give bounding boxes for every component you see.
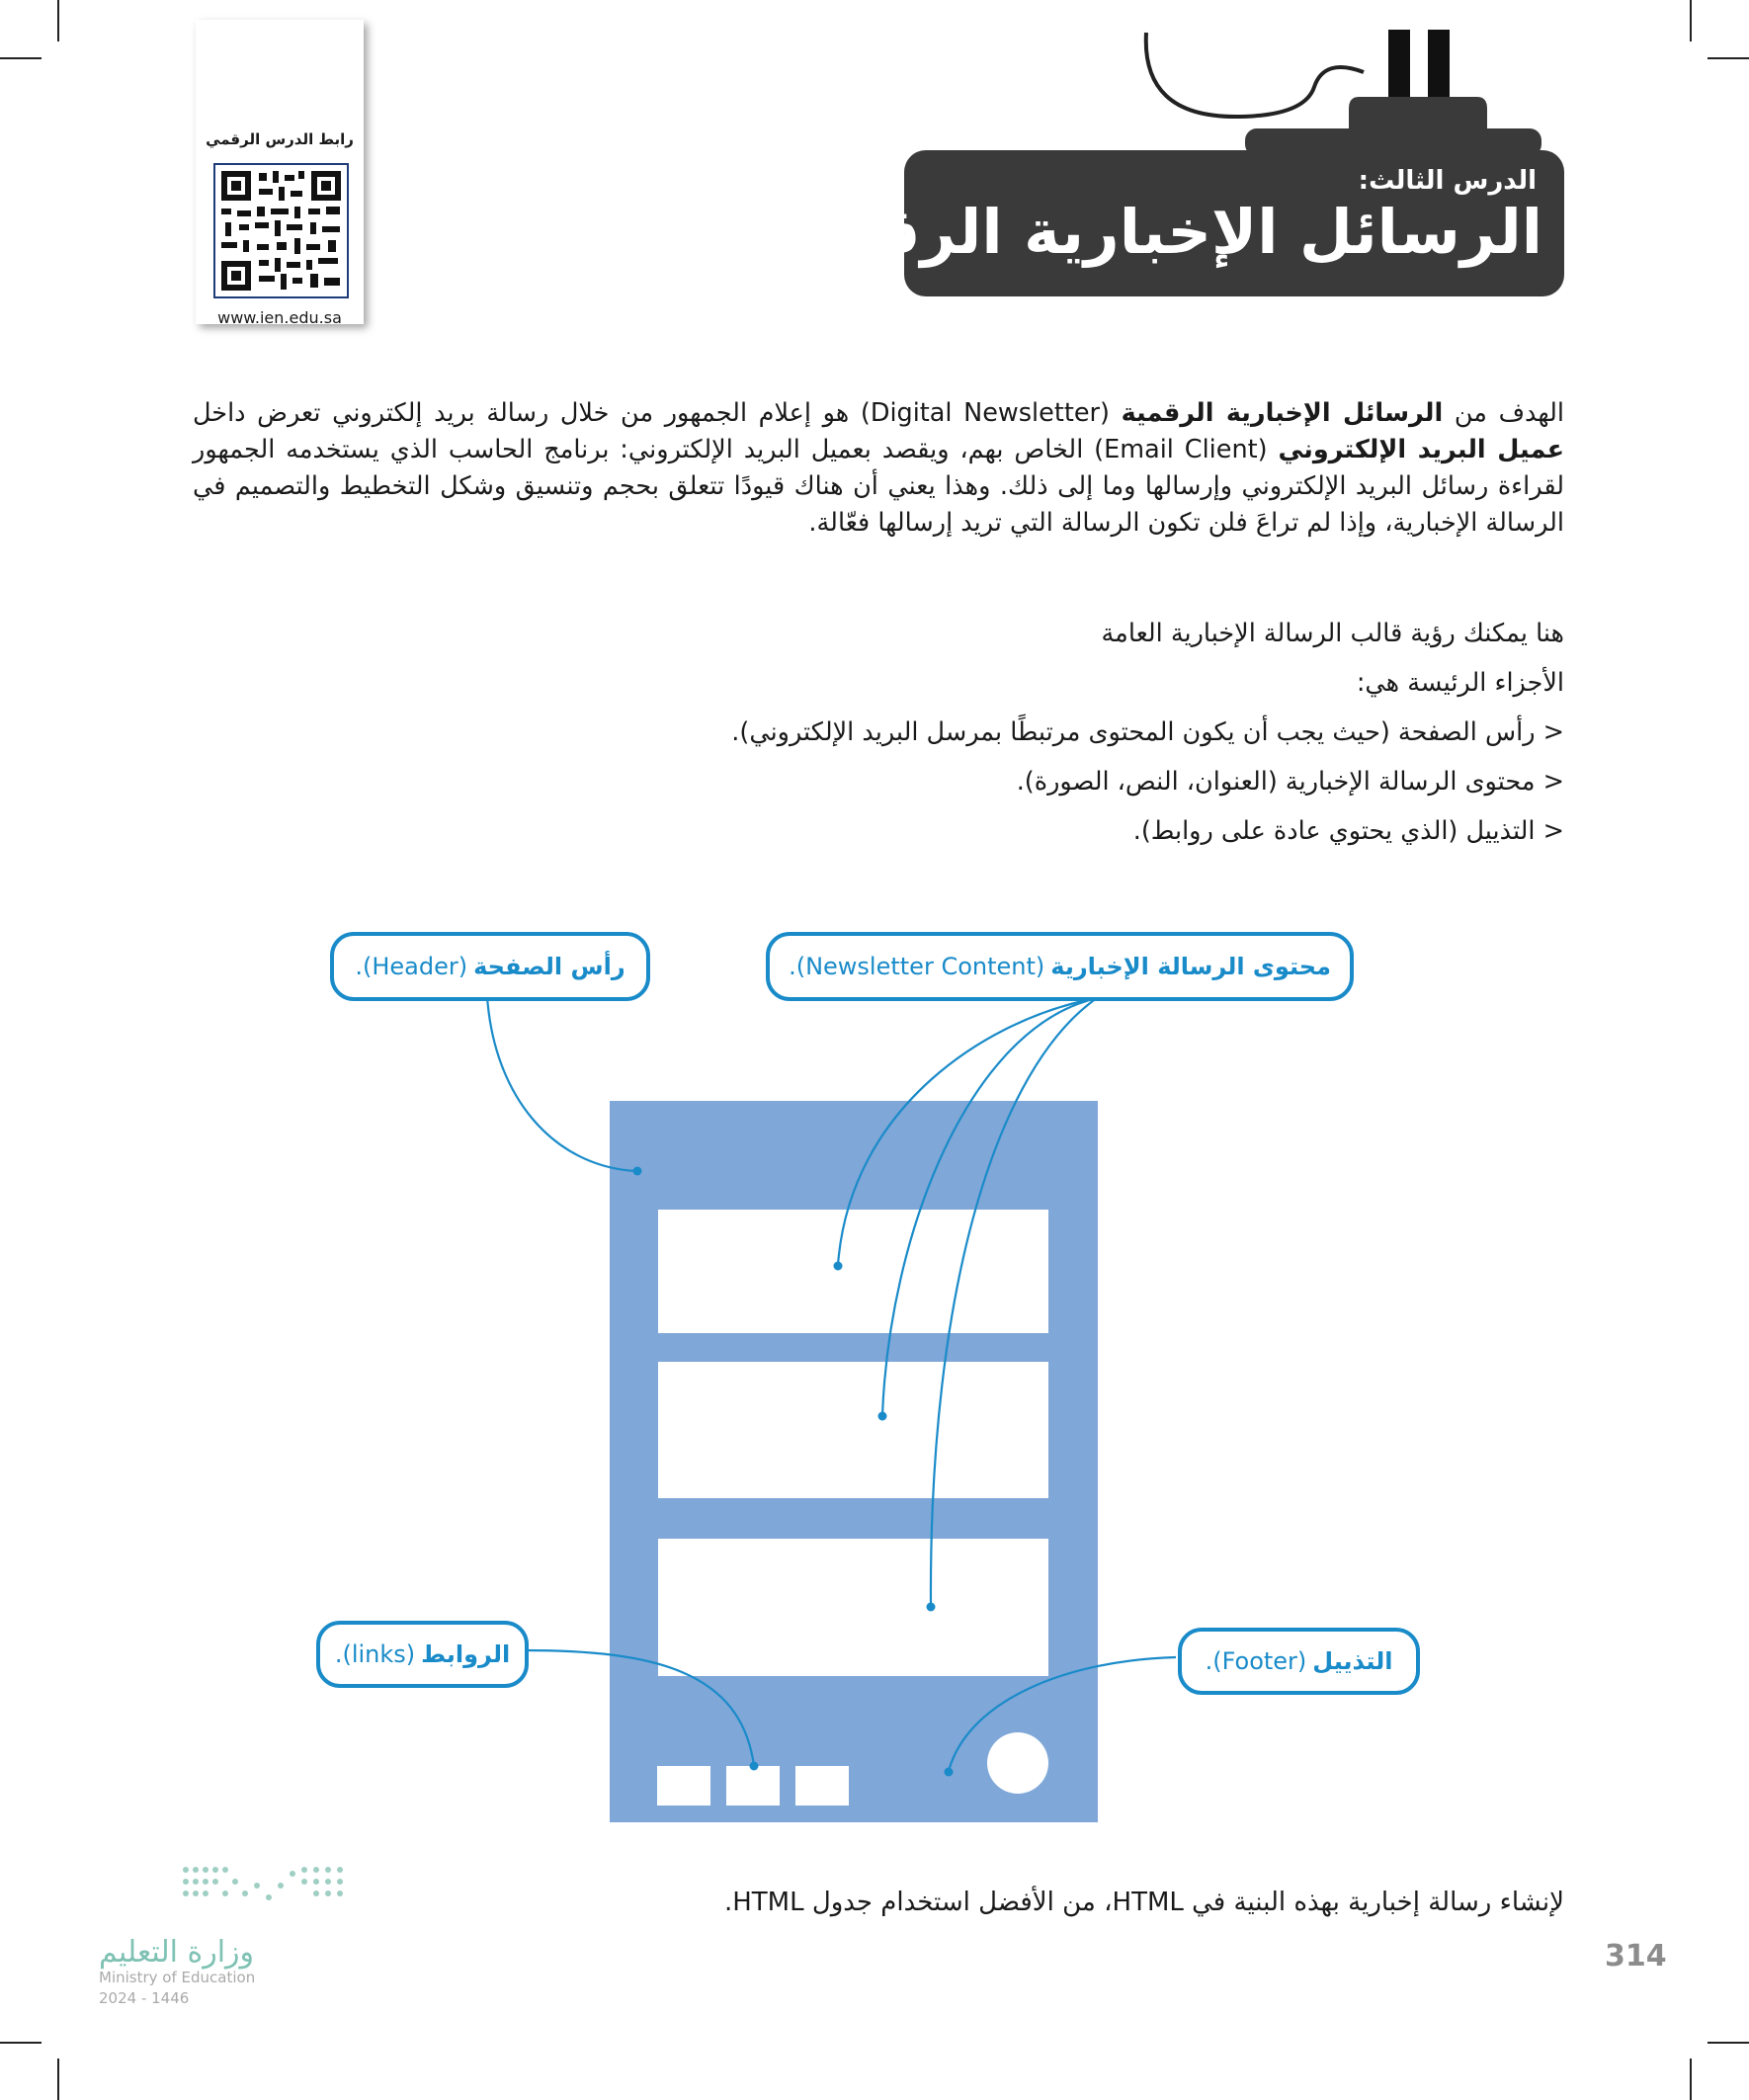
qr-card[interactable]	[196, 20, 364, 327]
page-number: 314	[1605, 1939, 1667, 1974]
callout-header	[330, 932, 650, 1001]
footer-link-2	[726, 1766, 780, 1806]
callout-links-en: (links).	[334, 1640, 416, 1668]
part-item-footer: < التذييل (الذي يحتوي عادة على روابط).	[1132, 816, 1564, 846]
closing-note: لإنشاء رسالة إخبارية بهذه البنية في HTML، من الأفضل استخدام جدول HTML.	[723, 1888, 1564, 1917]
ministry-logo-icon	[178, 1862, 356, 1909]
intro-text-3: (Email Client) الخاص بهم، ويقصد بعميل البريد الإلكتروني: برنامج الحاسب الذي يستخدمه الجمهور لقراءة رسائل البريد الإلكتروني وإرسالها وما إلى ذلك. وهذا يعني أن هناك قيودًا تتعلق بحجم وتنسيق وشكل التخطيط والتصميم في الرسالة الإخبارية، وإذا لم تراعَ فلن تكون الرسالة التي تريد إرسالها فعّالة.	[193, 435, 1564, 538]
callout-content	[766, 932, 1354, 1001]
intro-term-email-client: عميل البريد الإلكتروني	[1278, 435, 1564, 464]
crop-mark	[1707, 2042, 1749, 2044]
part-item-header: < رأس الصفحة (حيث يجب أن يكون المحتوى مرتبطًا بمرسل البريد الإلكتروني).	[731, 717, 1564, 747]
qr-caption: رابط الدرس الرقمي	[206, 130, 354, 148]
callout-footer-en: (Footer).	[1205, 1647, 1307, 1675]
content-block-1	[658, 1210, 1048, 1333]
parts-heading: الأجزاء الرئيسة هي:	[1356, 668, 1564, 698]
qr-url[interactable]: www.ien.edu.sa	[217, 308, 342, 327]
crop-mark	[57, 0, 59, 42]
crop-mark	[0, 2042, 42, 2044]
ministry-name-en: Ministry of Education	[99, 1969, 256, 1986]
template-line: هنا يمكنك رؤية قالب الرسالة الإخبارية العامة	[1101, 619, 1564, 648]
intro-term-newsletter: الرسائل الإخبارية الرقمية	[1121, 398, 1444, 428]
intro-paragraph	[193, 395, 1564, 542]
callout-footer	[1178, 1628, 1420, 1695]
callout-links	[316, 1621, 529, 1688]
callout-footer-ar: التذييل	[1312, 1647, 1393, 1675]
plug-decoration-icon	[1117, 18, 1571, 156]
qr-code-icon[interactable]	[213, 163, 349, 298]
intro-text-2: (Digital Newsletter) هو إعلام الجمهور من خلال رسالة بريد إلكتروني تعرض داخل	[193, 398, 1122, 428]
lesson-title-banner	[777, 150, 1564, 296]
crop-mark	[0, 57, 42, 59]
content-block-2	[658, 1362, 1048, 1498]
footer-link-3	[795, 1766, 849, 1806]
ministry-year: 2024 - 1446	[99, 1989, 190, 2007]
footer-link-1	[657, 1766, 710, 1806]
callout-links-ar: الروابط	[421, 1640, 511, 1668]
crop-mark	[1707, 57, 1749, 59]
callout-header-ar: رأس الصفحة	[473, 953, 625, 980]
callout-content-en: (Newsletter Content).	[789, 953, 1045, 980]
ministry-name-ar: وزارة التعليم	[99, 1935, 255, 1970]
part-item-content: < محتوى الرسالة الإخبارية (العنوان، النص، الصورة).	[1016, 767, 1564, 797]
lesson-title: الرسائل الإخبارية الرقمية	[777, 196, 1542, 268]
intro-text-1: الهدف من	[1443, 398, 1564, 428]
callout-content-ar: محتوى الرسالة الإخبارية	[1050, 953, 1331, 980]
content-block-3	[658, 1539, 1048, 1676]
crop-mark	[1690, 0, 1692, 42]
crop-mark	[57, 2058, 59, 2100]
callout-header-en: (Header).	[355, 953, 468, 980]
lesson-number: الدرس الثالث:	[1358, 166, 1537, 196]
newsletter-template-diagram	[0, 889, 1749, 1828]
crop-mark	[1690, 2058, 1692, 2100]
footer-circle	[987, 1732, 1048, 1794]
